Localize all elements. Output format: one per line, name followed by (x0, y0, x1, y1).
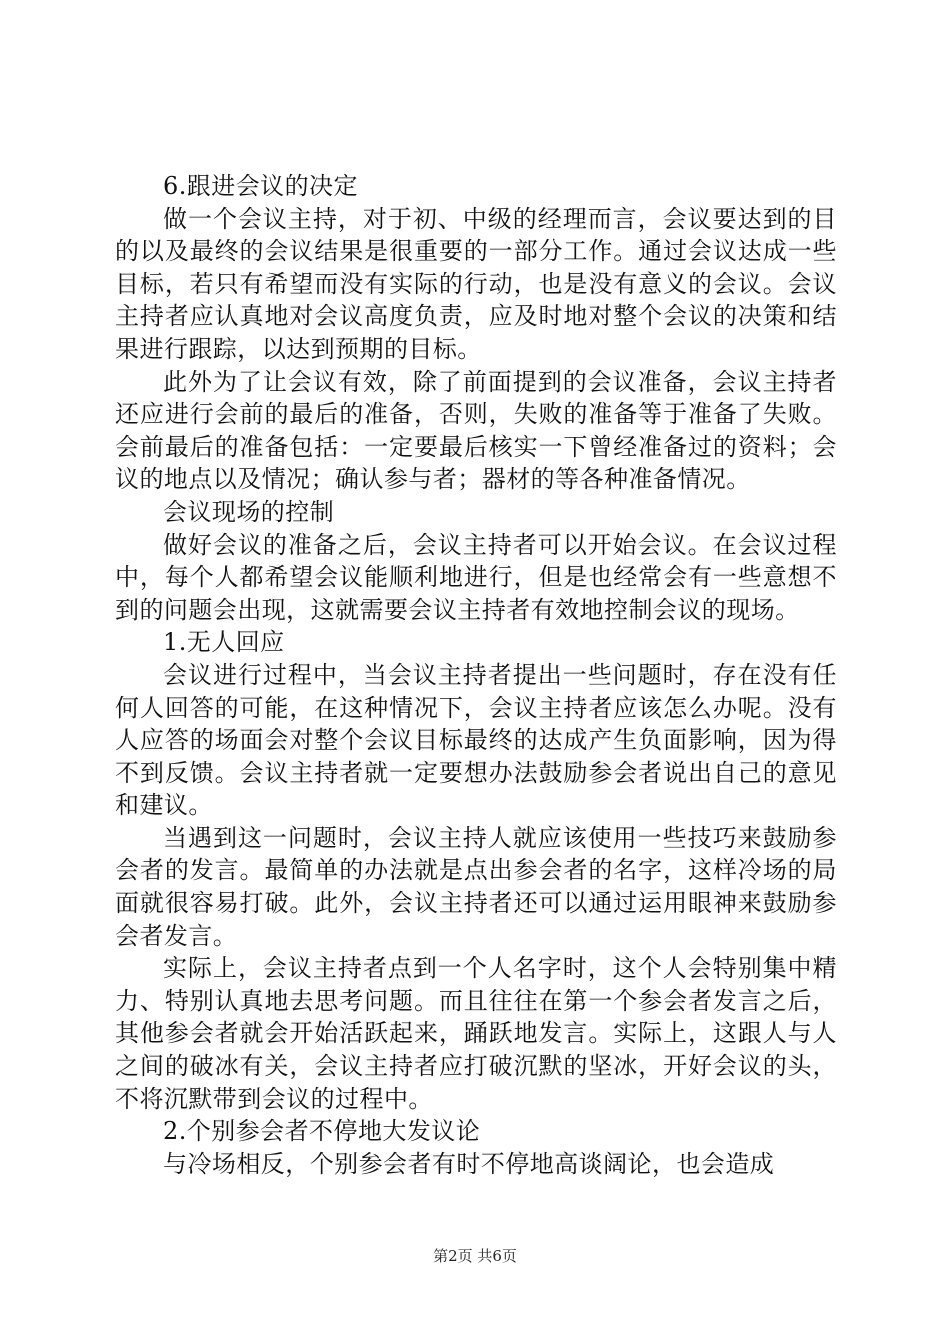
body-paragraph: 做好会议的准备之后，会议主持者可以开始会议。在会议过程中，每个人都希望会议能顺利地进行，但是也经常会有一些意想不到的问题会出现，这就需要会议主持者有效地控制会议的现场。 (115, 530, 837, 624)
body-paragraph: 做一个会议主持，对于初、中级的经理而言，会议要达到的目的以及最终的会议结果是很重要的一部分工作。通过会议达成一些目标，若只有希望而没有实际的行动，也是没有意义的会议。会议主持者应认真地对会议高度负责，应及时地对整个会议的决策和结果进行跟踪，以达到预期的目标。 (115, 204, 837, 363)
section-heading: 6.跟进会议的决定 (163, 172, 358, 200)
body-paragraph: 此外为了让会议有效，除了前面提到的会议准备，会议主持者还应进行会前的最后的准备，否则，失败的准备等于准备了失败。会前最后的准备包括：一定要最后核实一下曾经准备过的资料；会议的地点以及情况；确认参与者；器材的等各种准备情况。 (115, 367, 837, 494)
page-number-footer: 第2页 共6页 (433, 1247, 517, 1265)
section-heading: 1.无人回应 (163, 628, 285, 657)
body-paragraph: 与冷场相反，个别参会者有时不停地高谈阔论，也会造成 (163, 1149, 775, 1178)
document-body (115, 170, 837, 1180)
body-paragraph: 会议进行过程中，当会议主持者提出一些问题时，存在没有任何人回答的可能，在这种情况下，会议主持者应该怎么办呢。没有人应答的场面会对整个会议目标最终的达成产生负面影响，因为得不到反馈。会议主持者就一定要想办法鼓励参会者说出自己的意见和建议。 (115, 660, 837, 820)
body-paragraph: 当遇到这一问题时，会议主持人就应该使用一些技巧来鼓励参会者的发言。最简单的办法就是点出参会者的名字，这样冷场的局面就很容易打破。此外，会议主持者还可以通过运用眼神来鼓励参会者发言。 (115, 823, 837, 950)
section-heading: 2.个别参会者不停地大发议论 (163, 1117, 481, 1146)
section-heading: 会议现场的控制 (163, 497, 335, 526)
body-paragraph: 实际上，会议主持者点到一个人名字时，这个人会特别集中精力、特别认真地去思考问题。而且往往在第一个参会者发言之后，其他参会者就会开始活跃起来，踊跃地发言。实际上，这跟人与人之间的破冰有关，会议主持者应打破沉默的坚冰，开好会议的头，不将沉默带到会议的过程中。 (115, 954, 837, 1113)
